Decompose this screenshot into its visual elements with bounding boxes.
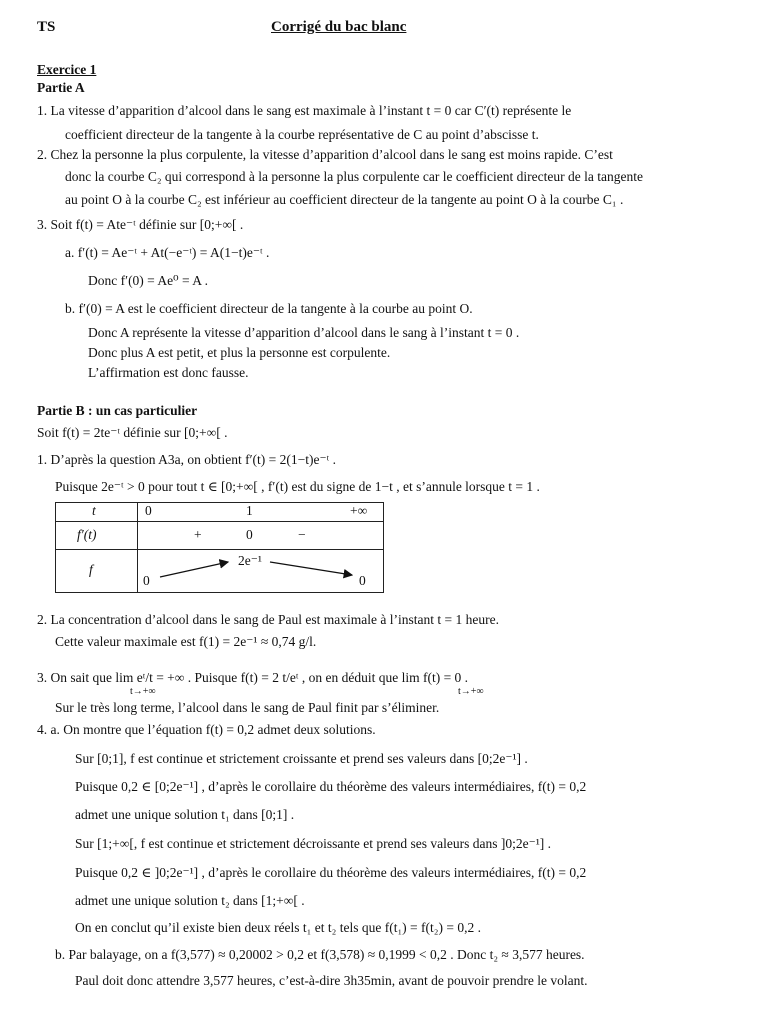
b4a-line3: Puisque 0,2 ∈ [0;2e⁻¹] , d’après le corollaire du théorème des valeurs intermédiaires, f(t) = 0,2 xyxy=(75,779,587,794)
b4a-line7: admet une unique solution t₂ dans [1;+∞[ . xyxy=(75,893,305,908)
b3-line1: 3. On sait que lim eᵗ/t = +∞ . Puisque f(t) = 2 t/eᵗ , on en déduit que lim f(t) = 0 . xyxy=(37,670,469,685)
a2-line1: 2. Chez la personne la plus corpulente, la vitesse d’apparition d’alcool dans le sang est moins rapide. C’est xyxy=(37,147,613,162)
b4a-line2: Sur [0;1], f est continue et strictement croissante et prend ses valeurs dans [0;2e⁻¹] . xyxy=(75,751,528,766)
b3-line2: Sur le très long terme, l’alcool dans le sang de Paul finit par s’éliminer. xyxy=(55,700,440,715)
b4a-line8: On en conclut qu’il existe bien deux réels t₁ et t₂ tels que f(t₁) = f(t₂) = 0,2 . xyxy=(75,920,481,935)
b4b-line2: Paul doit donc attendre 3,577 heures, c’est-à-dire 3h35min, avant de pouvoir prendre le volant. xyxy=(75,973,588,988)
level-label: TS xyxy=(37,19,56,35)
a3a-line1: a. f′(t) = Ae⁻ᵗ + At(−e⁻ᵗ) = A(1−t)e⁻ᵗ . xyxy=(65,245,270,260)
a2-line2: donc la courbe C₂ qui correspond à la personne la plus corpulente car le coefficient directeur de la tangente xyxy=(65,169,643,184)
b4a-line4: admet une unique solution t₁ dans [0;1] . xyxy=(75,807,295,822)
a3b-line4: L’affirmation est donc fausse. xyxy=(88,365,249,380)
table-f-max: 2e⁻¹ xyxy=(238,553,262,568)
b3-lim-sub-1: t→+∞ xyxy=(130,686,156,697)
part-a-title: Partie A xyxy=(37,80,85,95)
increasing-arrow xyxy=(160,562,228,577)
table-f-end: 0 xyxy=(359,573,366,588)
a1-line2: coefficient directeur de la tangente à la courbe représentative de C au point d’abscisse t. xyxy=(65,127,539,142)
a3a-line2: Donc f′(0) = Ae⁰ = A . xyxy=(88,273,208,288)
table-t-0: 0 xyxy=(145,503,152,518)
b1-line2: Puisque 2e⁻ᵗ > 0 pour tout t ∈ [0;+∞[ , f′(t) est du signe de 1−t , et s’annule lorsque t = 1 . xyxy=(55,479,540,494)
a1-line1: 1. La vitesse d’apparition d’alcool dans le sang est maximale à l’instant t = 0 car C′(t) représente le xyxy=(37,103,572,118)
b4a-line6: Puisque 0,2 ∈ ]0;2e⁻¹] , d’après le corollaire du théorème des valeurs intermédiaires, f(t) = 0,2 xyxy=(75,865,587,880)
a3-line: 3. Soit f(t) = Ate⁻ᵗ définie sur [0;+∞[ . xyxy=(37,217,244,232)
b1-line1: 1. D’après la question A3a, on obtient f′(t) = 2(1−t)e⁻ᵗ . xyxy=(37,452,336,467)
b0-line: Soit f(t) = 2te⁻ᵗ définie sur [0;+∞[ . xyxy=(37,425,228,440)
table-header-fprime: f′(t) xyxy=(77,527,97,542)
table-f-start: 0 xyxy=(143,573,150,588)
part-b-title: Partie B : un cas particulier xyxy=(37,403,198,418)
b4b-line1: b. Par balayage, on a f(3,577) ≈ 0,20002 > 0,2 et f(3,578) ≈ 0,1999 < 0,2 . Donc t₂ ≈ 3,577 heures. xyxy=(55,947,585,962)
b4a-line5: Sur [1;+∞[, f est continue et strictement décroissante et prend ses valeurs dans ]0;2e⁻¹] . xyxy=(75,836,552,851)
a3b-line1: b. f′(0) = A est le coefficient directeur de la tangente à la courbe au point O. xyxy=(65,301,473,316)
table-t-inf: +∞ xyxy=(350,503,368,518)
exercise-title: Exercice 1 xyxy=(37,62,97,77)
table-sign-zero: 0 xyxy=(246,527,253,542)
b3-lim-sub-2: t→+∞ xyxy=(458,686,484,697)
table-header-t: t xyxy=(92,503,96,518)
a2-line3: au point O à la courbe C₂ est inférieur au coefficient directeur de la tangente au point O à la courbe C₁ . xyxy=(65,192,624,207)
a3b-line2: Donc A représente la vitesse d’apparition d’alcool dans le sang à l’instant t = 0 . xyxy=(88,325,520,340)
b2-line1: 2. La concentration d’alcool dans le sang de Paul est maximale à l’instant t = 1 heure. xyxy=(37,612,499,627)
table-sign-plus: + xyxy=(194,527,202,542)
page-title: Corrigé du bac blanc xyxy=(271,19,407,35)
table-t-1: 1 xyxy=(246,503,253,518)
b4a-line1: 4. a. On montre que l’équation f(t) = 0,2 admet deux solutions. xyxy=(37,722,376,737)
b2-line2: Cette valeur maximale est f(1) = 2e⁻¹ ≈ 0,74 g/l. xyxy=(55,634,317,649)
decreasing-arrow xyxy=(270,562,352,575)
table-sign-minus: − xyxy=(298,527,306,542)
a3b-line3: Donc plus A est petit, et plus la personne est corpulente. xyxy=(88,345,391,360)
table-header-f: f xyxy=(89,562,93,577)
